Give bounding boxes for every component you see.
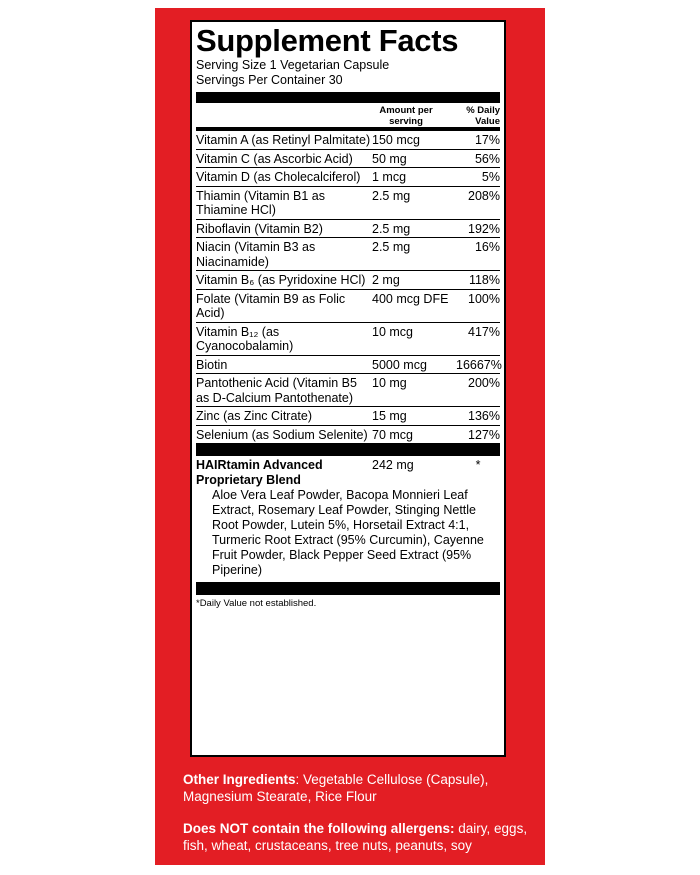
nutrient-name: Vitamin A (as Retinyl Palmitate) [196, 133, 371, 147]
nutrient-name: Pantothenic Acid (Vitamin B5 as D-Calcium Pantothenate) [196, 376, 357, 405]
blend-name: HAIRtamin Advanced Proprietary Blend [196, 458, 323, 487]
nutrient-row [196, 374, 500, 407]
facts-title: Supplement Facts [196, 23, 459, 58]
red-label-panel [155, 8, 545, 865]
nutrient-name: Vitamin B₁₂ (as Cyanocobalamin) [196, 324, 294, 353]
nutrient-dv: 5% [481, 170, 500, 184]
nutrient-row [196, 426, 500, 444]
daily-value-footnote: *Daily Value not established. [196, 598, 317, 609]
nutrient-amount: 15 mg [372, 409, 407, 423]
nutrient-row [196, 323, 500, 356]
nutrient-amount: 2.5 mg [372, 188, 411, 203]
blend-amount: 242 mg [372, 458, 414, 472]
nutrient-name: Vitamin B₆ (as Pyridoxine HCl) [196, 273, 366, 287]
nutrient-row [196, 168, 500, 187]
nutrient-table [196, 131, 500, 443]
other-ingredients-label: Other Ingredients [183, 772, 296, 787]
nutrient-row [196, 271, 500, 290]
nutrient-amount: 10 mg [372, 376, 407, 390]
other-ingredients [183, 771, 528, 805]
servings-per-container: Servings Per Container 30 [196, 73, 343, 87]
nutrient-row [196, 150, 500, 169]
nutrient-dv: 100% [468, 291, 500, 306]
nutrient-row [196, 407, 500, 426]
nutrient-name: Thiamin (Vitamin B1 as Thiamine HCl) [196, 188, 325, 217]
divider-thick [196, 92, 500, 103]
nutrient-amount: 1 mcg [372, 170, 407, 184]
nutrient-dv: 417% [468, 324, 500, 339]
blend-ingredients: Aloe Vera Leaf Powder, Bacopa Monnieri Leaf Extract, Rosemary Leaf Powder, Stinging Nettle Root Powder, Lutein 5%, Horsetail Extract 4:1, Turmeric Root Extract (95% Curcumin), Cayenne Fruit Powder, Black Pepper Seed Extract (95% Piperine) [212, 488, 484, 577]
nutrient-dv: 118% [468, 273, 500, 287]
nutrient-name: Vitamin C (as Ascorbic Acid) [196, 151, 353, 166]
supplement-facts-box [190, 20, 506, 757]
nutrient-amount: 50 mg [372, 151, 407, 166]
nutrient-dv: 200% [468, 376, 500, 390]
allergen-label: Does NOT contain the following allergens: [183, 821, 455, 836]
nutrient-dv: 127% [468, 427, 500, 442]
nutrient-dv: 56% [474, 151, 500, 166]
nutrient-row [196, 290, 500, 323]
nutrient-name: Biotin [196, 357, 228, 372]
nutrient-dv: 192% [468, 221, 500, 236]
nutrient-amount: 10 mcg [372, 324, 413, 339]
column-dv-header: % Daily Value [466, 105, 500, 127]
nutrient-name: Selenium (as Sodium Selenite) [196, 427, 368, 442]
nutrient-name: Vitamin D (as Cholecalciferol) [196, 170, 361, 184]
nutrient-name: Riboflavin (Vitamin B2) [196, 221, 323, 236]
nutrient-dv: 17% [474, 133, 500, 147]
nutrient-dv: 16% [474, 240, 500, 254]
nutrient-row [196, 187, 500, 220]
blend-dv: * [475, 458, 481, 472]
nutrient-amount: 150 mcg [372, 133, 420, 147]
nutrient-amount: 2 mg [372, 273, 400, 287]
serving-size: Serving Size 1 Vegetarian Capsule [196, 58, 390, 72]
nutrient-amount: 400 mcg DFE [372, 291, 449, 306]
nutrient-dv: 208% [468, 188, 500, 203]
divider-heavy-bottom [196, 582, 500, 595]
nutrient-amount: 5000 mcg [372, 357, 427, 372]
divider-heavy [196, 443, 500, 456]
nutrient-row [196, 131, 500, 150]
other-ingredients-text: : Vegetable Cellulose (Capsule), Magnesium Stearate, Rice Flour [183, 772, 489, 804]
allergen-statement [183, 820, 528, 854]
allergen-text: dairy, eggs, fish, wheat, crustaceans, tree nuts, peanuts, soy [183, 821, 528, 853]
proprietary-blend [196, 456, 500, 578]
nutrient-dv: 16667% [456, 357, 502, 372]
nutrient-row [196, 356, 500, 375]
column-amount-header: Amount per serving [379, 105, 433, 127]
nutrient-name: Folate (Vitamin B9 as Folic Acid) [196, 291, 346, 320]
nutrient-name: Zinc (as Zinc Citrate) [196, 409, 312, 423]
column-headers [196, 103, 500, 127]
nutrient-row [196, 220, 500, 239]
nutrient-amount: 70 mcg [372, 427, 413, 442]
nutrient-name: Niacin (Vitamin B3 as Niacinamide) [196, 240, 316, 269]
nutrient-amount: 2.5 mg [372, 240, 411, 254]
nutrient-amount: 2.5 mg [372, 221, 411, 236]
nutrient-row [196, 238, 500, 271]
nutrient-dv: 136% [468, 409, 500, 423]
